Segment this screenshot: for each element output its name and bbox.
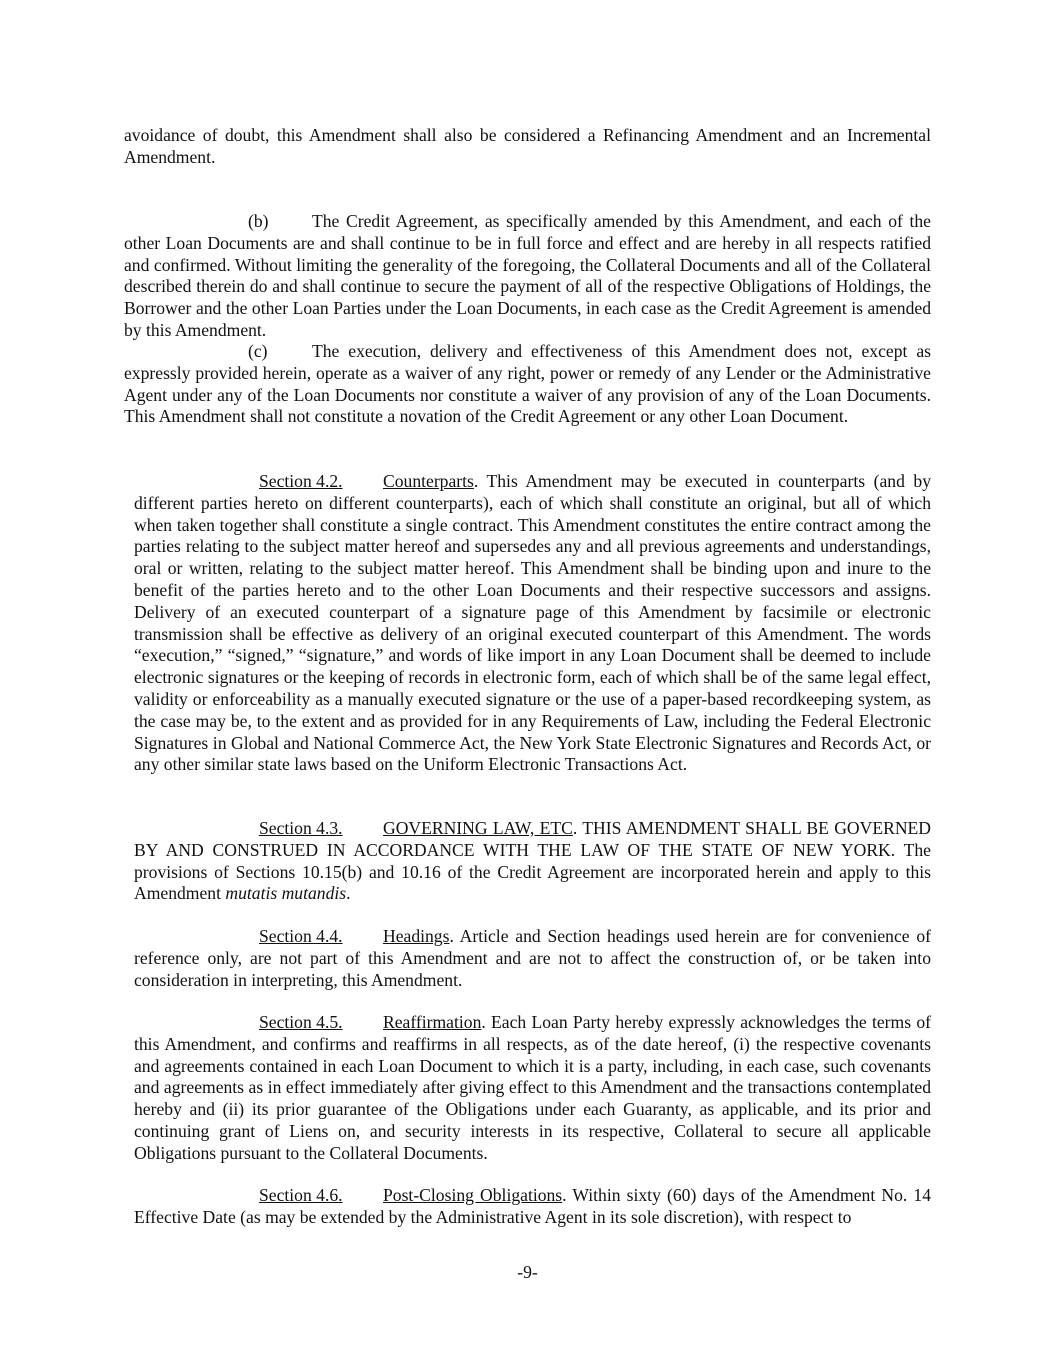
clause-label: (b) xyxy=(248,211,269,231)
section-text: . Article and Section headings used herein are for convenience of reference only, are not part of this Amendment and are not to affect the construction of, or be taken into consideration in interpreting, this Amendment. xyxy=(134,926,931,990)
section-4-4 xyxy=(134,926,931,991)
clause-label: (c) xyxy=(248,341,268,361)
section-heading: Reaffirmation xyxy=(383,1012,482,1032)
section-number: Section 4.6. xyxy=(259,1185,343,1205)
page-number: -9- xyxy=(517,1262,538,1282)
section-text: . Within sixty (60) days of the Amendment No. 14 Effective Date (as may be extended by the Administrative Agent in its sole discretion), with respect to xyxy=(134,1185,931,1227)
section-tail: . xyxy=(346,883,351,904)
italic-phrase: mutatis mutandis xyxy=(225,883,347,904)
paragraph-text: The Credit Agreement, as specifically amended by this Amendment, and each of the other Loan Documents are and shall continue to be in full force and effect and are hereby in all respects ratified and confirmed. Without limiting the generality of the foregoing, the Collateral Documents and all of the Collateral described therein do and shall continue to secure the payment of all of the respective Obligations of Holdings, the Borrower and the other Loan Parties under the Loan Documents, in each case as the Credit Agreement is amended by this Amendment. xyxy=(124,211,931,340)
section-heading: Counterparts xyxy=(383,471,474,491)
section-4-3 xyxy=(134,818,931,905)
paragraph-text: avoidance of doubt, this Amendment shall also be considered a Refinancing Amendment and an Incremental Amendment. xyxy=(124,125,931,167)
section-heading: GOVERNING LAW, ETC xyxy=(383,818,573,838)
section-heading: Post-Closing Obligations xyxy=(383,1185,563,1205)
section-text: . This Amendment may be executed in counterparts (and by different parties hereto on different counterparts), each of which shall constitute an original, but all of which when taken together shall constitute a single contract. This Amendment constitutes the entire contract among the parties relating to the subject matter hereof and supersedes any and all previous agreements and understandings, oral or written, relating to the subject matter hereof. This Amendment shall be binding upon and inure to the benefit of the parties hereto and to the other Loan Documents and their respective successors and assigns. Delivery of an executed counterpart of a signature page of this Amendment by facsimile or electronic transmission shall be effective as delivery of an original executed counterpart of this Amendment. The words “execution,” “signed,” “signature,” and words of like import in any Loan Document shall be deemed to include electronic signatures or the keeping of records in electronic form, each of which shall be of the same legal effect, validity or enforceability as a manually executed signature or the use of a paper-based recordkeeping system, as the case may be, to the extent and as provided for in any Requirements of Law, including the Federal Electronic Signatures in Global and National Commerce Act, the New York State Electronic Signatures and Records Act, or any other similar state laws based on the Uniform Electronic Transactions Act. xyxy=(134,471,931,775)
section-number: Section 4.3. xyxy=(259,818,343,838)
section-number: Section 4.2. xyxy=(259,471,343,491)
section-text: . Each Loan Party hereby expressly acknowledges the terms of this Amendment, and confirms and reaffirms in all respects, as of the date hereof, (i) the respective covenants and agreements contained in each Loan Document to which it is a party, including, in each case, such covenants and agreements as in effect immediately after giving effect to this Amendment and the transactions contemplated hereby and (ii) its prior guarantee of the Obligations under each Guaranty, as applicable, and its prior and continuing grant of Liens on, and security interests in its respective, Collateral to secure all applicable Obligations pursuant to the Collateral Documents. xyxy=(134,1012,931,1163)
paragraph-c xyxy=(124,341,931,428)
section-number: Section 4.5. xyxy=(259,1012,343,1032)
paragraph-text: The execution, delivery and effectiveness of this Amendment does not, except as expressly provided herein, operate as a waiver of any right, power or remedy of any Lender or the Administrative Agent under any of the Loan Documents nor constitute a waiver of any provision of any of the Loan Documents. This Amendment shall not constitute a novation of the Credit Agreement or any other Loan Document. xyxy=(124,341,931,427)
section-4-6 xyxy=(134,1185,931,1229)
paragraph-continuation xyxy=(124,125,931,169)
section-4-2 xyxy=(134,471,931,776)
section-4-5 xyxy=(134,1012,931,1165)
paragraph-b xyxy=(124,211,931,342)
section-text: . THIS AMENDMENT SHALL BE GOVERNED BY AND CONSTRUED IN ACCORDANCE WITH THE LAW OF THE STATE OF NEW YORK. The provisions of Sections 10.15(b) and 10.16 of the Credit Agreement are incorporated herein and apply to this Amendment xyxy=(134,818,931,904)
section-heading: Headings xyxy=(383,926,450,946)
section-number: Section 4.4. xyxy=(259,926,343,946)
